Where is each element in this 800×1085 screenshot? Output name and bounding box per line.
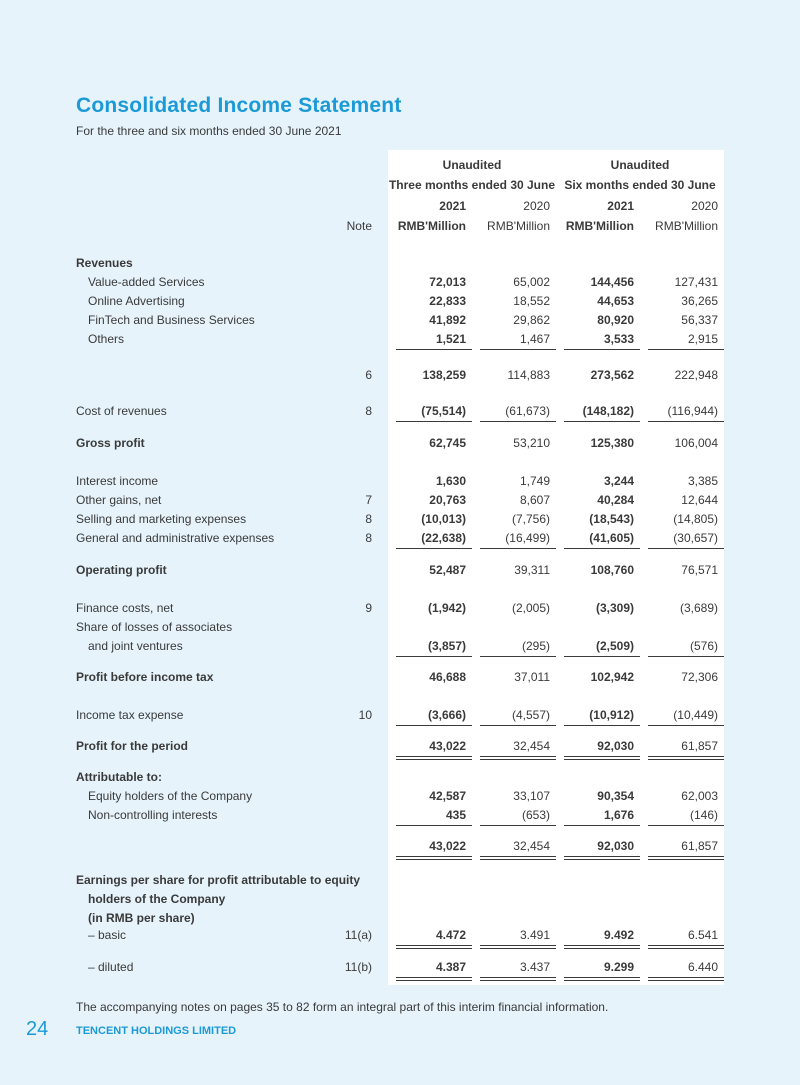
row-value: 80,920 [597, 313, 634, 327]
row-value: (148,182) [582, 404, 634, 418]
row-value: 20,763 [429, 493, 466, 507]
page-number: 24 [26, 1018, 49, 1040]
table-row [0, 768, 800, 787]
row-label: General and administrative expenses [76, 531, 275, 545]
underline [396, 656, 472, 657]
underline [396, 349, 472, 350]
row-value: 125,380 [590, 436, 634, 450]
row-value: (2,005) [511, 601, 550, 615]
row-value: 18,552 [513, 294, 550, 308]
unit-header: RMB'Million [487, 219, 550, 233]
row-label: Value-added Services [88, 275, 205, 289]
row-value: (4,557) [511, 708, 550, 722]
row-value: (2,509) [595, 639, 634, 653]
row-value: 138,259 [422, 368, 466, 382]
table-row [0, 491, 800, 510]
unit-header: RMB'Million [655, 219, 718, 233]
group2-status: Unaudited [610, 158, 670, 172]
row-value: 3.437 [519, 960, 550, 974]
row-value: 42,587 [429, 789, 466, 803]
row-value: 32,454 [513, 739, 550, 753]
table-row [0, 434, 800, 453]
table-row [0, 311, 800, 330]
row-value: 41,892 [429, 313, 466, 327]
row-value: 61,857 [681, 739, 718, 753]
double-underline [480, 977, 556, 981]
row-value: (3,666) [427, 708, 466, 722]
row-value: 62,745 [429, 436, 466, 450]
row-label: Attributable to: [76, 770, 162, 784]
table-row [0, 806, 800, 825]
table-row [0, 837, 800, 856]
underline [648, 825, 724, 826]
table-row [0, 737, 800, 756]
note-header: Note [346, 219, 372, 233]
underline [480, 656, 556, 657]
double-underline [564, 756, 640, 760]
table-row [0, 668, 800, 687]
underline [480, 349, 556, 350]
row-label: Income tax expense [76, 708, 184, 722]
row-label: Revenues [76, 256, 133, 270]
row-label: Gross profit [76, 436, 145, 450]
row-value: 90,354 [597, 789, 634, 803]
group2-period: Six months ended 30 June [564, 178, 716, 192]
row-label: Others [88, 332, 125, 346]
row-value: (1,942) [427, 601, 466, 615]
underline [648, 349, 724, 350]
unit-header-row [0, 217, 800, 236]
page-title: Consolidated Income Statement [76, 94, 402, 117]
row-label: Online Advertising [88, 294, 185, 308]
underline [648, 725, 724, 726]
row-label: – basic [88, 928, 127, 942]
row-value: 62,003 [681, 789, 718, 803]
row-label: Cost of revenues [76, 404, 167, 418]
year-header: 2021 [607, 199, 634, 213]
table-row [0, 529, 800, 548]
row-value: 106,004 [674, 436, 718, 450]
table-row [0, 254, 800, 273]
table-row [0, 402, 800, 421]
row-value: 61,857 [681, 839, 718, 853]
row-value: 32,454 [513, 839, 550, 853]
double-underline [480, 756, 556, 760]
row-value: 3.491 [519, 928, 550, 942]
row-value: 12,644 [681, 493, 718, 507]
table-row [0, 273, 800, 292]
row-value: 53,210 [513, 436, 550, 450]
row-value: 9.492 [603, 928, 634, 942]
table-row [0, 618, 800, 637]
underline [396, 421, 472, 422]
row-value: 435 [445, 808, 466, 822]
row-value: 33,107 [513, 789, 550, 803]
row-value: (653) [521, 808, 550, 822]
row-label: Equity holders of the Company [88, 789, 253, 803]
row-value: 6.440 [687, 960, 718, 974]
row-value: (295) [521, 639, 550, 653]
row-value: 8,607 [519, 493, 550, 507]
row-note: 7 [365, 493, 372, 507]
table-row [0, 958, 800, 977]
row-label: holders of the Company [88, 892, 226, 906]
double-underline [480, 856, 556, 860]
row-value: 4.387 [435, 960, 466, 974]
row-value: 222,948 [674, 368, 718, 382]
underline [480, 421, 556, 422]
row-value: 9.299 [603, 960, 634, 974]
row-note: 9 [365, 601, 372, 615]
row-value: 92,030 [597, 839, 634, 853]
row-value: (10,449) [673, 708, 718, 722]
double-underline [564, 977, 640, 981]
group1-period: Three months ended 30 June [388, 178, 556, 192]
row-value: (75,514) [421, 404, 466, 418]
row-value: 3,533 [603, 332, 634, 346]
underline [564, 548, 640, 549]
double-underline [648, 945, 724, 949]
double-underline [564, 945, 640, 949]
row-value: 43,022 [429, 739, 466, 753]
row-value: 273,562 [590, 368, 634, 382]
row-value: 114,883 [507, 368, 550, 382]
double-underline [396, 977, 472, 981]
row-value: 3,385 [687, 474, 718, 488]
row-note: 11(a) [344, 928, 372, 942]
table-row [0, 510, 800, 529]
row-label: Profit for the period [76, 739, 188, 753]
double-underline [396, 945, 472, 949]
underline [648, 548, 724, 549]
double-underline [480, 945, 556, 949]
row-value: (7,756) [511, 512, 550, 526]
row-value: 1,467 [519, 332, 550, 346]
row-note: 10 [358, 708, 372, 722]
row-note: 11(b) [344, 960, 372, 974]
row-value: (3,857) [427, 639, 466, 653]
double-underline [396, 756, 472, 760]
row-label: Interest income [76, 474, 159, 488]
row-value: 46,688 [429, 670, 466, 684]
underline [564, 725, 640, 726]
row-value: 76,571 [681, 563, 718, 577]
row-value: (3,309) [595, 601, 634, 615]
row-value: 127,431 [674, 275, 718, 289]
group1-status: Unaudited [442, 158, 502, 172]
row-value: 37,011 [514, 670, 550, 684]
underline [396, 725, 472, 726]
row-value: 1,749 [519, 474, 550, 488]
row-value: (10,013) [421, 512, 466, 526]
double-underline [564, 856, 640, 860]
double-underline [396, 856, 472, 860]
table-row [0, 787, 800, 806]
table-row [0, 637, 800, 656]
underline [396, 548, 472, 549]
row-note: 6 [365, 368, 372, 382]
row-label: Selling and marketing expenses [76, 512, 247, 526]
year-header: 2020 [691, 199, 718, 213]
row-value: 43,022 [429, 839, 466, 853]
row-value: 29,862 [513, 313, 550, 327]
underline [480, 825, 556, 826]
underline [648, 421, 724, 422]
footnote: The accompanying notes on pages 35 to 82 form an integral part of this interim financial information. [76, 1000, 609, 1014]
row-value: 65,002 [513, 275, 550, 289]
row-value: (116,944) [667, 404, 718, 418]
table-row [0, 890, 800, 909]
row-value: (10,912) [589, 708, 634, 722]
row-value: (41,605) [589, 531, 634, 545]
unit-header: RMB'Million [565, 219, 634, 233]
row-value: 1,521 [435, 332, 466, 346]
double-underline [648, 856, 724, 860]
row-value: (576) [689, 639, 718, 653]
row-value: 56,337 [681, 313, 718, 327]
row-value: (14,805) [673, 512, 718, 526]
row-label: (in RMB per share) [88, 911, 195, 925]
row-label: Earnings per share for profit attributable to equity [76, 873, 361, 887]
underline [564, 656, 640, 657]
row-label: and joint ventures [88, 639, 183, 653]
row-value: 72,306 [681, 670, 718, 684]
row-note: 8 [365, 512, 372, 526]
row-value: (146) [689, 808, 718, 822]
underline [480, 725, 556, 726]
underline [564, 825, 640, 826]
table-row [0, 472, 800, 491]
row-value: 4.472 [435, 928, 466, 942]
row-value: 144,456 [590, 275, 634, 289]
row-value: 40,284 [597, 493, 634, 507]
row-note: 8 [365, 404, 372, 418]
row-value: 108,760 [590, 563, 634, 577]
row-value: 6.541 [687, 928, 718, 942]
row-note: 8 [365, 531, 372, 545]
row-label: FinTech and Business Services [88, 313, 255, 327]
row-value: 1,630 [435, 474, 466, 488]
row-label: Profit before income tax [76, 670, 214, 684]
table-row [0, 292, 800, 311]
row-value: 2,915 [687, 332, 718, 346]
underline [564, 349, 640, 350]
row-value: 1,676 [603, 808, 634, 822]
row-value: (18,543) [589, 512, 634, 526]
year-header: 2020 [523, 199, 550, 213]
row-label: Other gains, net [76, 493, 162, 507]
table-row [0, 871, 800, 890]
row-value: (30,657) [673, 531, 718, 545]
row-value: 102,942 [590, 670, 634, 684]
table-row [0, 330, 800, 349]
underline [396, 825, 472, 826]
row-value: 92,030 [597, 739, 634, 753]
table-row [0, 706, 800, 725]
table-row [0, 599, 800, 618]
row-value: 39,311 [514, 563, 550, 577]
year-header-row [0, 197, 800, 216]
table-row [0, 366, 800, 385]
underline [564, 421, 640, 422]
row-label: Share of losses of associates [76, 620, 233, 634]
row-value: (16,499) [505, 531, 550, 545]
page-subtitle: For the three and six months ended 30 June 2021 [76, 124, 342, 138]
row-value: 52,487 [429, 563, 466, 577]
underline [648, 656, 724, 657]
row-value: (61,673) [505, 404, 550, 418]
company-name: TENCENT HOLDINGS LIMITED [76, 1025, 237, 1037]
row-label: Operating profit [76, 563, 167, 577]
table-row [0, 926, 800, 945]
row-value: 44,653 [597, 294, 634, 308]
row-value: 3,244 [603, 474, 634, 488]
underline [480, 548, 556, 549]
double-underline [648, 756, 724, 760]
row-value: (22,638) [421, 531, 466, 545]
row-value: 36,265 [681, 294, 718, 308]
row-label: – diluted [88, 960, 134, 974]
row-label: Non-controlling interests [88, 808, 218, 822]
year-header: 2021 [439, 199, 466, 213]
row-value: 72,013 [429, 275, 466, 289]
row-value: (3,689) [679, 601, 718, 615]
unit-header: RMB'Million [397, 219, 466, 233]
row-value: 22,833 [429, 294, 466, 308]
table-row [0, 561, 800, 580]
row-label: Finance costs, net [76, 601, 174, 615]
double-underline [648, 977, 724, 981]
